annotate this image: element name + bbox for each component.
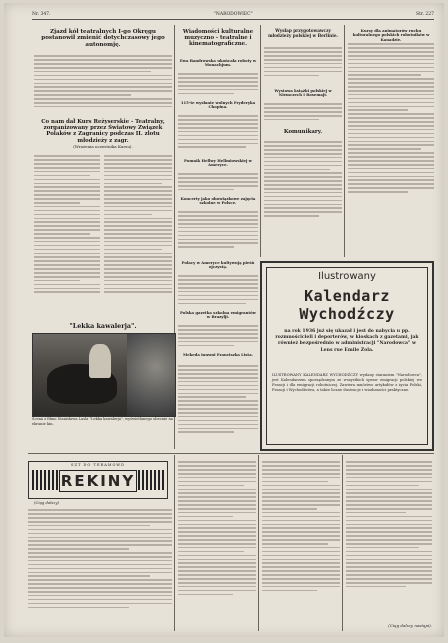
serial-text: [346, 459, 432, 623]
subheadline: Wystawa książki polskiej w Niemczech i Rosemajt.: [274, 88, 332, 98]
page-number: Nr. 347.: [32, 11, 51, 17]
article-text: [348, 41, 434, 235]
calendar-advertisement: [260, 261, 434, 451]
ad-body: na rok 1936 już się ukazał i jest do nabycia u pp. rozmnościcieli i deporterów, w kioskach z gazetami, jak również bezpośrednio w administracji "Narodowca" w Lens rue Emile Zola.: [275, 329, 419, 353]
ad-line-2: Kalendarz: [304, 287, 390, 305]
serial-text: [28, 507, 172, 631]
ad-line-1: Ilustrowany: [318, 271, 376, 282]
photo-caption: Scena z filmu Stanisława Lasla "Lekka kawalerja", wyświetlanego obecnie na ekranie kin.: [32, 417, 173, 426]
page-date: Str. 227: [415, 11, 434, 17]
serial-kicker: SZT DO TERAMOWD: [71, 463, 125, 467]
column-rule: [174, 455, 175, 631]
film-still-photo: [32, 333, 176, 417]
article-text: [104, 153, 172, 321]
masthead-name: "NARODOWIEC": [213, 11, 253, 17]
headline: Co nam dał Kurs Reżyserskie - Teatralny, zorganizowany przez Światowy Związek Polaków z Zagranicy podczas II. zlotu młodzieży z zagr.: [41, 119, 165, 144]
serial-banner: [28, 461, 168, 499]
article-text: [34, 153, 100, 321]
article-text: [178, 323, 258, 351]
article-text: [178, 171, 258, 195]
headline: Wysłap przygotowawczy młodzieży polskiej w Berlinie.: [268, 28, 338, 38]
ad-detail: ILUSTROWANY KALENDARZ WYCHODŹCZY wydany staraniem "Narodowca", jest Kalendarzem sporządzonym ze wszystkich spraw emigracji polskiej we Francji i dla emigracji robotniczej. Zawiera mnóstwo artykułów z życia Polski, Francji i Wychodźstwa, a także liczne ilustracje i wiadomości praktyczne.: [272, 373, 422, 392]
article-text: [178, 71, 258, 99]
subheadline: Polska gazetka szkolna emigrantów w Brazylji.: [180, 310, 256, 320]
article-text: [264, 45, 342, 85]
article-text: [264, 139, 342, 235]
serial-text: [262, 459, 340, 631]
headline: Wiadomości kulturalne muzyczno - teatralne i kinematograficzne.: [182, 29, 254, 48]
ad-line-3: Wychodźczy: [299, 305, 395, 323]
article-text: [178, 113, 258, 157]
article-text: [34, 53, 172, 117]
article-text: [178, 209, 258, 257]
subheadline: Ewa Bandrowska ukońcała roboty w Monachjum.: [179, 58, 257, 68]
serial-text: [178, 459, 256, 631]
column-rule: [260, 25, 261, 257]
photo-title: "Lekka kawalerja".: [69, 322, 137, 330]
subheadline: Pomnik Hellwy Hellmiowskiej w Ameryce.: [184, 158, 252, 168]
column-rule: [344, 25, 345, 257]
column-rule: [342, 455, 343, 631]
column-rule: [258, 455, 259, 631]
subheadline: 115-te wysłanie wolnych Fryderyka Chopina.: [180, 100, 256, 110]
subheadline: Koncerty jako obowiązkowe zajęcia szkolne w Polsce.: [180, 196, 256, 206]
subheadline: (Wrażenia uczestnika Kursu).: [73, 144, 133, 149]
article-text: [264, 101, 342, 127]
page-header: [32, 9, 434, 20]
headline: Kursy dla animatorów ruchu kulturalnego polskich robotników w Kanadzie.: [352, 28, 430, 42]
serial-title: REKINY: [60, 472, 136, 490]
subheadline: Mekeda innwni Franciszka Lista.: [183, 352, 253, 357]
headline: Zjazd kół teatralnych I-go Okręgu postanowił zmienić dotychczasowy jego autonomję.: [41, 29, 165, 48]
article-text: [178, 363, 258, 449]
section-divider: [28, 453, 434, 454]
subheadline: Polacy w Ameryce kultywują pieśń ojczystą.: [181, 260, 255, 270]
headline: Komunikary.: [283, 129, 323, 135]
newspaper-page: [4, 3, 444, 637]
serial-continued: (Ciąg dalszy nastąpi).: [388, 623, 432, 628]
serial-byline: (Ciąg dalszy): [34, 500, 59, 505]
article-text: [178, 273, 258, 309]
